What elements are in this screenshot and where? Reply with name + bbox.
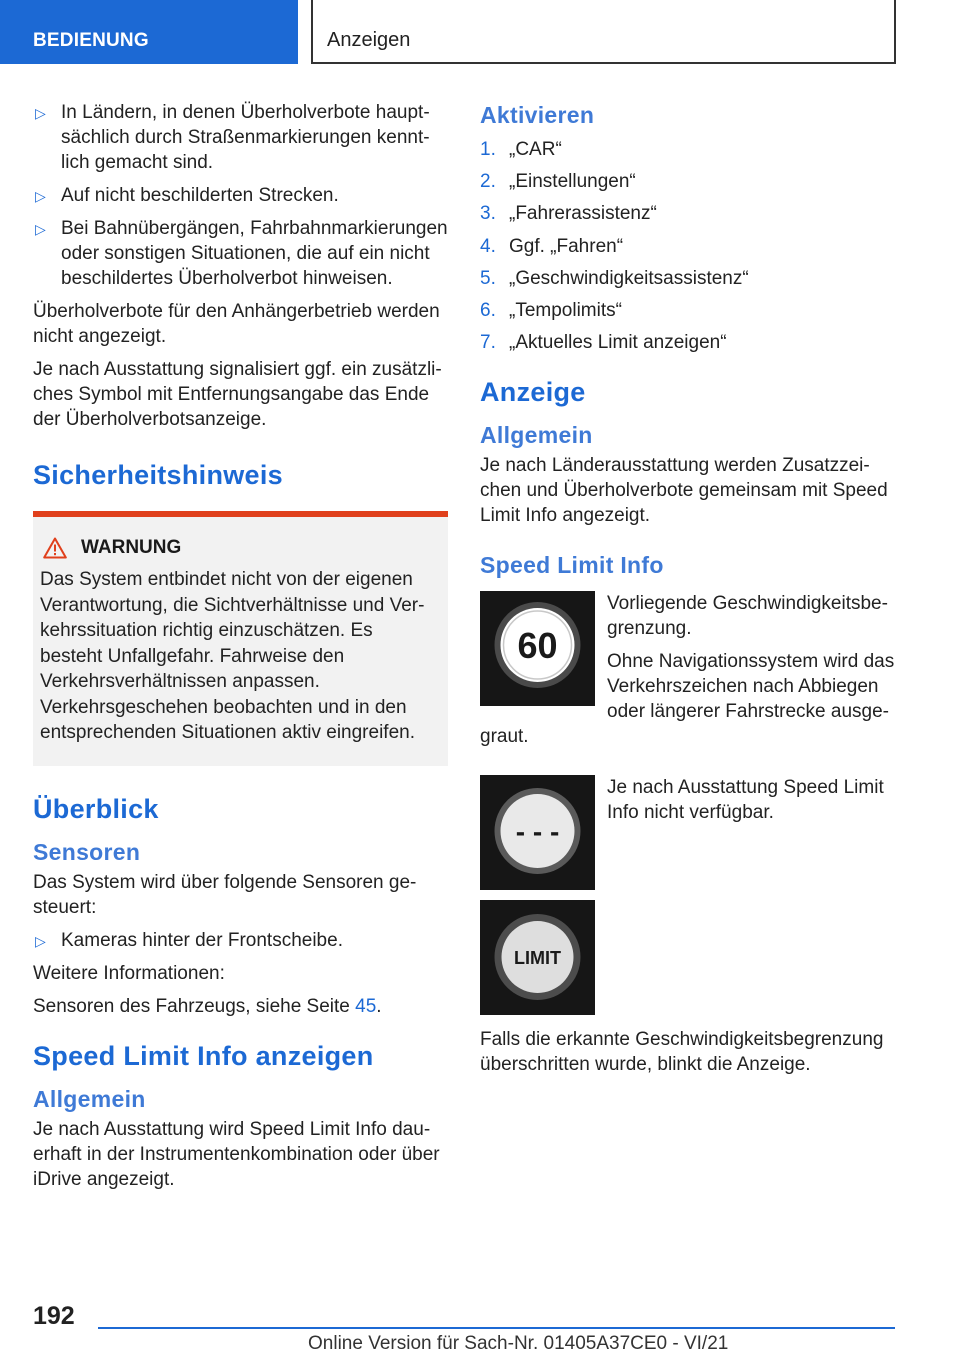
paragraph: Weitere Informationen: — [33, 962, 225, 984]
step-item: 2. „Einstellungen“ — [480, 171, 636, 193]
svg-text:60: 60 — [517, 625, 558, 667]
right-column — [480, 102, 900, 1085]
svg-text:LIMIT: LIMIT — [514, 948, 561, 969]
section-tab — [0, 0, 298, 64]
triangle-bullet-icon: ▷ — [35, 188, 46, 204]
warning-box — [33, 511, 448, 766]
step-item: 6. „Tempolimits“ — [480, 299, 622, 321]
list-item: ▷ Bei Bahnübergängen, Fahrbahnmarkierungen oder sonstigen Situationen, die auf ein nicht beschildertes Überholverbot hinweisen. — [35, 218, 448, 289]
step-item: 5. „Geschwindigkeitsassistenz“ — [480, 267, 749, 289]
warning-title-row — [40, 537, 440, 559]
paragraph: Je nach Ausstattung signalisiert ggf. ein zusätzliches Symbol mit Entfernungsangabe das Ende der Überholverbotsanzeige. — [33, 359, 442, 430]
section-heading: Überblick — [33, 793, 159, 824]
section-heading: Anzeige — [480, 377, 586, 408]
page-number: 192 — [33, 1302, 75, 1330]
footer-divider — [98, 1327, 895, 1329]
section-label: BEDIENUNG — [33, 30, 149, 51]
subsection-heading: Allgemein — [33, 1085, 146, 1112]
bullet-list-top — [33, 100, 448, 291]
chapter-header — [311, 0, 896, 64]
speed-limit-limit-image — [480, 900, 595, 1015]
paragraph: Vorliegende Geschwindigkeitsbegrenzung. — [607, 593, 888, 640]
page-reference-link[interactable]: 45 — [355, 995, 377, 1017]
paragraph: Ohne Navigationssystem wird das Verkehrszeichen nach Abbiegen oder längerer Fahrstrecke ausgegraut. — [480, 651, 895, 748]
paragraph: Je nach Ausstattung Speed Limit Info nicht verfügbar. — [607, 777, 884, 824]
list-item: ▷ Kameras hinter der Frontscheibe. — [33, 928, 448, 953]
subsection-heading: Aktivieren — [480, 102, 595, 128]
section-heading: Speed Limit Info anzeigen — [33, 1040, 374, 1071]
left-column — [33, 100, 448, 1200]
triangle-bullet-icon: ▷ — [35, 932, 46, 949]
section-heading: Sicherheitshinweis — [33, 460, 283, 490]
list-item: ▷ Auf nicht beschilderten Strecken. — [33, 183, 448, 208]
speed-sign-dashes-icon — [480, 775, 595, 890]
speed-sign-60-icon — [480, 591, 595, 706]
warning-text: Das System entbindet nicht von der eigenen Verantwortung, die Sichtverhältnisse und Verkehrssituation richtig einzuschätzen. Es besteht Unfallgefahr. Fahrweise den Verkehrsverhältnissen anpassen. Verkehrsgeschehen beobachten und in den entsprechenden Situationen aktiv eingreifen. — [40, 569, 425, 743]
footer-version-text: Online Version für Sach-Nr. 01405A37CE0 - VI/21 — [308, 1333, 729, 1354]
step-item: 1. „CAR“ — [480, 139, 562, 160]
chapter-title: Anzeigen — [327, 29, 411, 51]
paragraph: Je nach Ausstattung wird Speed Limit Info dauerhaft in der Instrumentenkombination oder über iDrive angezeigt. — [33, 1118, 440, 1190]
subsection-heading: Allgemein — [480, 422, 593, 449]
triangle-bullet-icon: ▷ — [35, 221, 46, 237]
list-item: ▷ In Ländern, in denen Überholverbote hauptsächlich durch Straßenmarkierungen kenntlich gemacht sind. — [35, 102, 430, 173]
speed-limit-60-image — [480, 591, 595, 706]
warning-triangle-icon — [43, 537, 67, 559]
subsection-heading: Sensoren — [33, 838, 141, 865]
svg-text:- - -: - - - — [515, 816, 560, 848]
step-item: 7. „Aktuelles Limit anzeigen“ — [480, 332, 727, 354]
step-item: 4. Ggf. „Fahren“ — [480, 235, 624, 257]
triangle-bullet-icon: ▷ — [35, 105, 46, 121]
speed-limit-unavailable-image — [480, 775, 595, 890]
cross-reference: Sensoren des Fahrzeugs, siehe Seite 45. — [33, 995, 382, 1017]
activation-steps — [480, 137, 900, 355]
warning-title: WARNUNG — [81, 537, 182, 558]
paragraph: Falls die erkannte Geschwindigkeitsbegrenzung überschritten wurde, blinkt die Anzeige. — [480, 1029, 884, 1076]
subsection-heading: Speed Limit Info — [480, 552, 664, 579]
bullet-list-sensors — [33, 928, 448, 953]
step-item: 3. „Fahrerassistenz“ — [480, 203, 657, 225]
paragraph: Das System wird über folgende Sensoren gesteuert: — [33, 871, 417, 918]
paragraph: Je nach Länderausstattung werden Zusatzzeichen und Überholverbote gemeinsam mit Speed Limit Info angezeigt. — [480, 455, 888, 527]
speed-sign-limit-icon — [480, 900, 595, 1015]
paragraph: Überholverbote für den Anhängerbetrieb werden nicht angezeigt. — [33, 301, 440, 347]
